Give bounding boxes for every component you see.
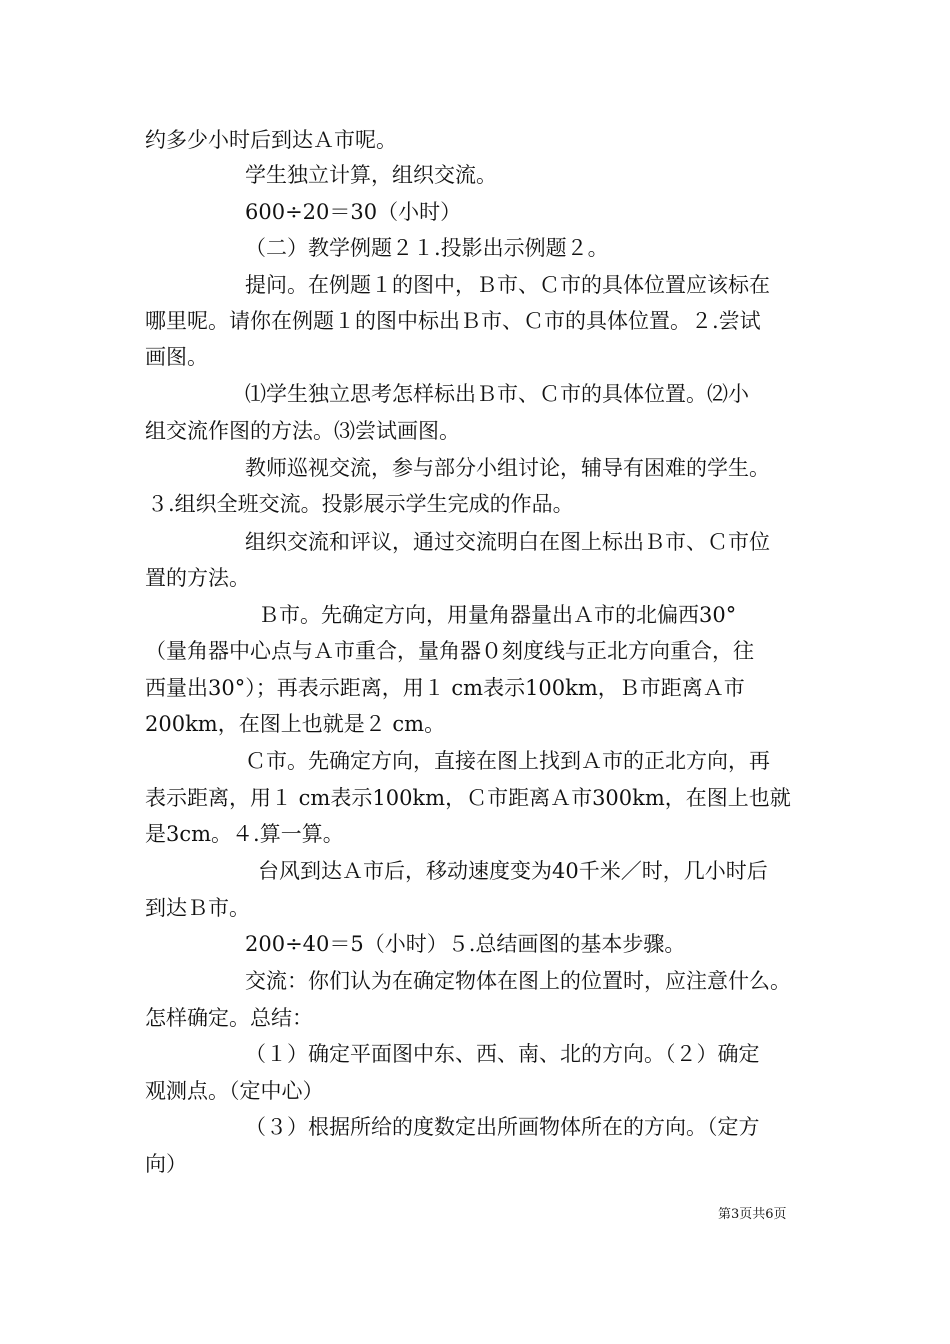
text-line: 台风到达Ａ市后，移动速度变为40千米／时，几小时后 — [258, 859, 768, 883]
text-line: 教师巡视交流，参与部分小组讨论，辅导有困难的学生。 — [245, 456, 770, 480]
text-line: 西量出30°）；再表示距离，用１ cm表示100km，Ｂ市距离Ａ市 — [145, 676, 745, 700]
text-line: （二）教学例题２１.投影出示例题２。 — [245, 236, 609, 260]
text-line: 是3cm。４.算一算。 — [145, 822, 344, 846]
text-line: 到达Ｂ市。 — [145, 896, 250, 920]
text-line: 向） — [145, 1152, 187, 1176]
text-line: 交流：你们认为在确定物体在图上的位置时，应注意什么。 — [245, 969, 791, 993]
page-number: 第3页共6页 — [718, 1207, 787, 1222]
text-line: 画图。 — [145, 345, 208, 369]
text-line: 提问。在例题１的图中，Ｂ市、Ｃ市的具体位置应该标在 — [245, 273, 770, 297]
text-line: （１）确定平面图中东、西、南、北的方向。（２）确定 — [245, 1042, 760, 1066]
text-line: ⑴学生独立思考怎样标出Ｂ市、Ｃ市的具体位置。⑵小 — [245, 382, 749, 406]
text-line: 观测点。（定中心） — [145, 1079, 324, 1103]
text-line: 200km，在图上也就是２ cm。 — [145, 712, 446, 736]
text-line: 约多少小时后到达Ａ市呢。 — [145, 128, 397, 152]
text-line: 组织交流和评议，通过交流明白在图上标出Ｂ市、Ｃ市位 — [245, 530, 770, 554]
text-line: 600÷20＝30（小时） — [245, 200, 462, 224]
text-line: 组交流作图的方法。⑶尝试画图。 — [145, 419, 460, 443]
text-line: 哪里呢。请你在例题１的图中标出Ｂ市、Ｃ市的具体位置。２.尝试 — [145, 309, 761, 333]
text-line: （量角器中心点与Ａ市重合，量角器０刻度线与正北方向重合，往 — [145, 639, 754, 663]
text-line: Ｂ市。先确定方向，用量角器量出Ａ市的北偏西30° — [258, 603, 737, 627]
text-line: 学生独立计算，组织交流。 — [245, 163, 497, 187]
text-line: 怎样确定。总结： — [145, 1006, 313, 1030]
text-line: 表示距离，用１ cm表示100km，Ｃ市距离Ａ市300km，在图上也就 — [145, 786, 791, 810]
text-line: ３.组织全班交流。投影展示学生完成的作品。 — [147, 492, 574, 516]
text-line: Ｃ市。先确定方向，直接在图上找到Ａ市的正北方向，再 — [245, 749, 770, 773]
text-line: 200÷40＝5（小时）５.总结画图的基本步骤。 — [245, 932, 686, 956]
text-line: 置的方法。 — [145, 566, 250, 590]
text-line: （３）根据所给的度数定出所画物体所在的方向。（定方 — [245, 1115, 760, 1139]
